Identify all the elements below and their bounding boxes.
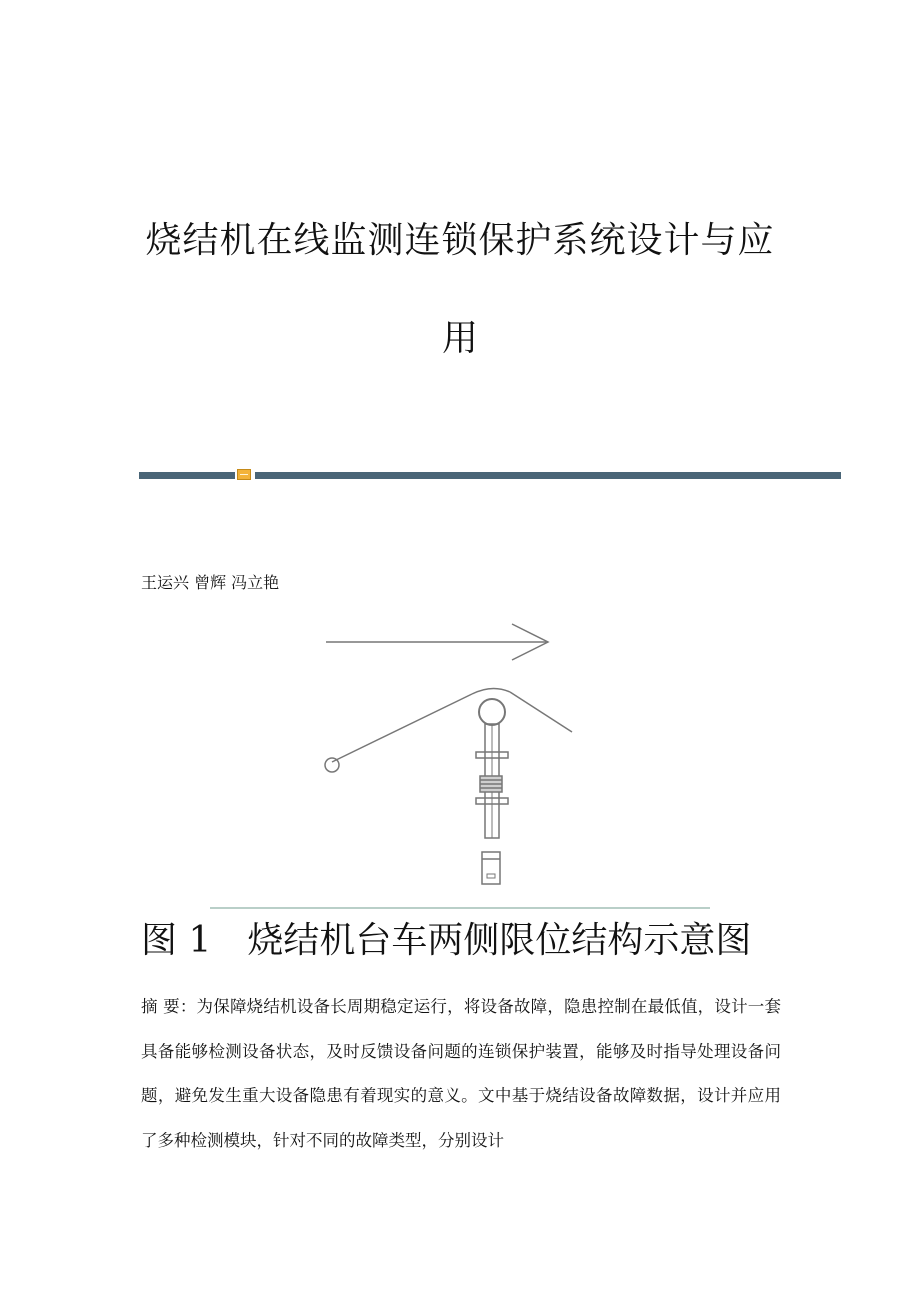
figure-caption: 图 1 烧结机台车两侧限位结构示意图: [141, 920, 752, 961]
left-pivot-circle: [325, 758, 339, 772]
left-arm: [332, 694, 472, 762]
limit-sensor: [482, 852, 500, 884]
divider-bar-left: [139, 472, 235, 479]
right-arm: [510, 692, 572, 732]
document-title-line-2: 用: [441, 318, 478, 359]
document-title-line-1: 烧结机在线监测连锁保护系统设计与应: [145, 220, 775, 261]
authors: 王运兴 曾辉 冯立艳: [141, 573, 280, 592]
divider-badge-icon: [237, 469, 251, 480]
roller-circle: [479, 699, 505, 725]
abstract-text: 摘 要：为保障烧结机设备长周期稳定运行，将设备故障，隐患控制在最低值，设计一套具备能够检测设备状态，及时反馈设备问题的连锁保护装置，能够及时指导处理设备问题，避免发生重大设备隐患有着现实的意义。文中基于烧结设备故障数据，设计并应用了多种检测模块，针对不同的故障类型，分别设计: [141, 997, 781, 1150]
top-arc: [472, 688, 510, 694]
divider-bar-right: [255, 472, 841, 479]
figure-1-diagram: [210, 612, 730, 912]
title-divider: [139, 469, 841, 481]
